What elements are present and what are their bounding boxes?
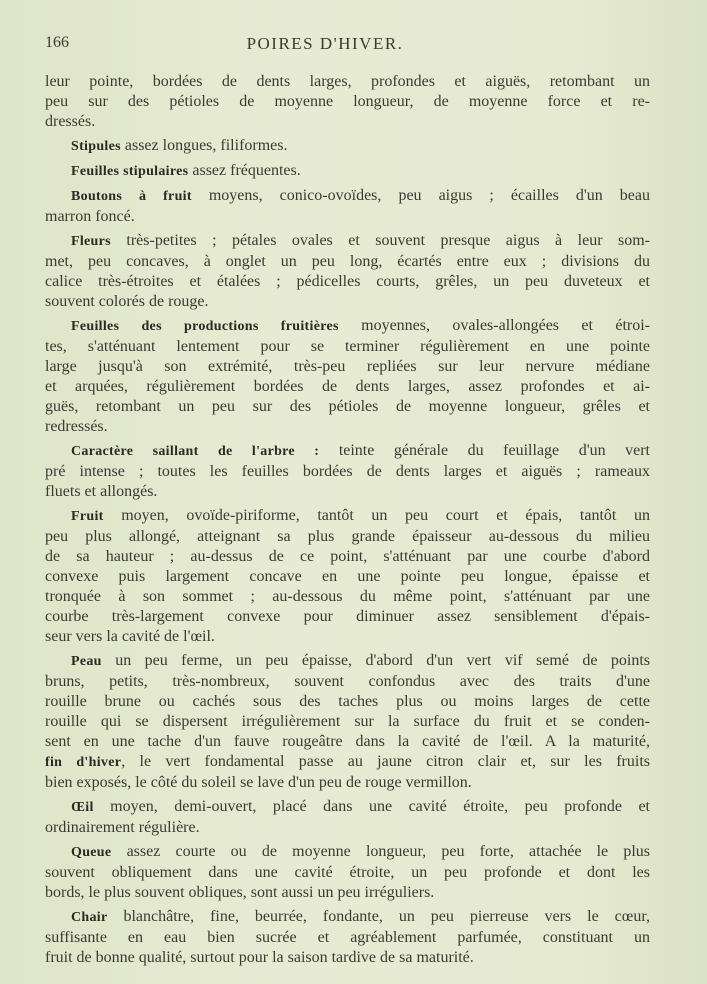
line-text: très-petites ; pétales ovales et souvent presque aigus à leur som- [110,232,650,249]
line-text: assez longues, filiformes. [120,137,288,154]
text-line [45,527,650,547]
paragraph-lead-term: Chair [71,910,108,925]
paragraph [45,506,650,647]
running-title: POIRES D'HIVER. [246,34,404,53]
text-line [45,482,650,502]
text-line [45,337,650,357]
line-text: suffisante en eau bien sucrée et agréablement parfumée, constituant un [45,929,650,946]
text-line [45,272,650,292]
line-text: assez courte ou de moyenne longueur, peu forte, attachée le plus [111,843,650,860]
line-text: marron foncé. [45,208,135,225]
line-text: tes, s'atténuant lentement pour se terminer régulièrement en une pointe [45,338,650,355]
paragraph-lead-term: Queue [71,845,112,860]
text-line [45,567,650,587]
line-text: guës, retombant un peu sur des pétioles de moyenne longueur, grêles et [45,398,650,415]
text-line [45,377,650,397]
line-text: souvent colorés de rouge. [45,293,209,310]
page-header [45,34,605,56]
paragraph-lead-term: Œil [71,800,94,815]
line-text: bruns, petits, très-nombreux, souvent confondus avec des traits d'une [45,673,650,690]
text-line [45,692,650,712]
line-text: moyens, conico-ovoïdes, peu aigus ; écailles d'un beau [191,187,650,204]
line-text: bien exposés, le côté du soleil se lave d'un peu de rouge vermillon. [45,774,472,791]
text-line [45,292,650,312]
text-line [45,441,650,462]
text-line [45,651,650,672]
line-text: redressés. [45,418,108,435]
line-text: moyen, ovoïde-piriforme, tantôt un peu court et épais, tantôt un [103,507,650,524]
text-line [45,207,650,227]
paragraph-lead-term: Fruit [71,509,104,524]
paragraph-lead-term: Stipules [71,139,121,154]
line-text: leur pointe, bordées de dents larges, profondes et aiguës, retombant un [45,73,650,90]
paragraph [45,161,650,182]
text-line [45,627,650,647]
paragraph-lead-term: Peau [71,654,102,669]
text-line [45,72,650,92]
line-text: teinte générale du feuillage d'un vert [319,442,650,459]
text-line [45,883,650,903]
line-text: tronquée à son sommet ; au-dessous du même point, s'atténuant par une [45,588,650,605]
line-text: blanchâtre, fine, beurrée, fondante, un peu pierreuse vers le cœur, [107,908,650,925]
paragraph [45,797,650,838]
paragraph-lead-term: Caractère saillant de l'arbre : [71,444,320,459]
page-number: 166 [45,34,69,51]
line-text: dressés. [45,113,96,130]
line-text: assez fréquentes. [188,162,301,179]
text-line [45,231,650,252]
text-line [45,506,650,527]
paragraph [45,441,650,502]
text-line [45,948,650,968]
body-text [45,72,650,968]
text-line [45,773,650,793]
line-text: calice très-étroites et étalées ; pédicelles courts, grêles, un peu duveteux et [45,273,650,290]
line-text: moyennes, ovales-allongées et étroi- [338,317,650,334]
text-line [45,136,650,157]
text-line [45,316,650,337]
line-text: seur vers la cavité de l'œil. [45,628,215,645]
line-text: un peu ferme, un peu épaisse, d'abord d'un vert vif semé de points [101,652,650,669]
text-line [45,186,650,207]
text-line [45,863,650,883]
text-line [45,397,650,417]
text-line [45,712,650,732]
text-line [45,547,650,567]
line-text: peu sur des pétioles de moyenne longueur, de moyenne force et re- [45,93,650,110]
line-text: fluets et allongés. [45,483,158,500]
line-text: moyen, demi-ouvert, placé dans une cavité étroite, peu profonde et [93,798,650,815]
line-text: et arquées, régulièrement bordées de dents larges, assez profondes et ai- [45,378,650,395]
paragraph-lead-term: Fleurs [71,234,111,249]
line-text: ordinairement régulière. [45,819,200,836]
paragraph-lead-term: Feuilles des productions fruitières [71,319,339,334]
text-line [45,928,650,948]
paragraph [45,231,650,312]
text-line [45,732,650,752]
paragraph [45,842,650,903]
line-text: rouille qui se dispersent irrégulièrement sur la surface du fruit et se conden- [45,713,650,730]
text-line [45,607,650,627]
line-text: met, peu concaves, à onglet un peu long, écartés entre eux ; divisions du [45,253,650,270]
line-text: rouille brune ou cachés sous des taches plus ou moins larges de cette [45,693,650,710]
line-text: large jusqu'à son extrémité, très-peu repliées sur leur nervure médiane [45,358,650,375]
paragraph [45,186,650,227]
paragraph-lead-term: Feuilles stipulaires [71,164,189,179]
text-line [45,797,650,818]
text-line [45,907,650,928]
line-text: de sa hauteur ; au-dessus de ce point, s'atténuant par une courbe d'abord [45,548,650,565]
text-line [45,462,650,482]
inline-bold-term: fin d'hiver [45,755,122,770]
text-line [45,417,650,437]
paragraph [45,136,650,157]
paragraph [45,72,650,132]
text-line [45,252,650,272]
paragraph [45,651,650,793]
text-line [45,672,650,692]
line-text: souvent obliquement dans une cavité étroite, un peu profonde et dont les [45,864,650,881]
text-line [45,842,650,863]
line-text: sent en une tache d'un fauve rougeâtre dans la cavité de l'œil. A la maturité, [45,733,650,750]
text-line [45,357,650,377]
line-text: fruit de bonne qualité, surtout pour la saison tardive de sa maturité. [45,949,474,966]
text-line [45,112,650,132]
text-line [45,161,650,182]
line-text: , le vert fondamental passe au jaune citron clair et, sur les fruits [121,753,650,770]
text-line [45,587,650,607]
text-line [45,92,650,112]
paragraph-lead-term: Boutons à fruit [71,189,192,204]
text-line [45,752,650,773]
paragraph [45,907,650,968]
line-text: courbe très-largement convexe pour diminuer assez sensiblement d'épais- [45,608,650,625]
line-text: peu plus allongé, atteignant sa plus grande épaisseur au-dessous du milieu [45,528,650,545]
line-text: pré intense ; toutes les feuilles bordées de dents larges et aiguës ; rameaux [45,463,650,480]
paragraph [45,316,650,437]
line-text: bords, le plus souvent obliques, sont aussi un peu irréguliers. [45,884,435,901]
text-line [45,818,650,838]
line-text: convexe puis largement concave en une pointe peu longue, épaisse et [45,568,650,585]
